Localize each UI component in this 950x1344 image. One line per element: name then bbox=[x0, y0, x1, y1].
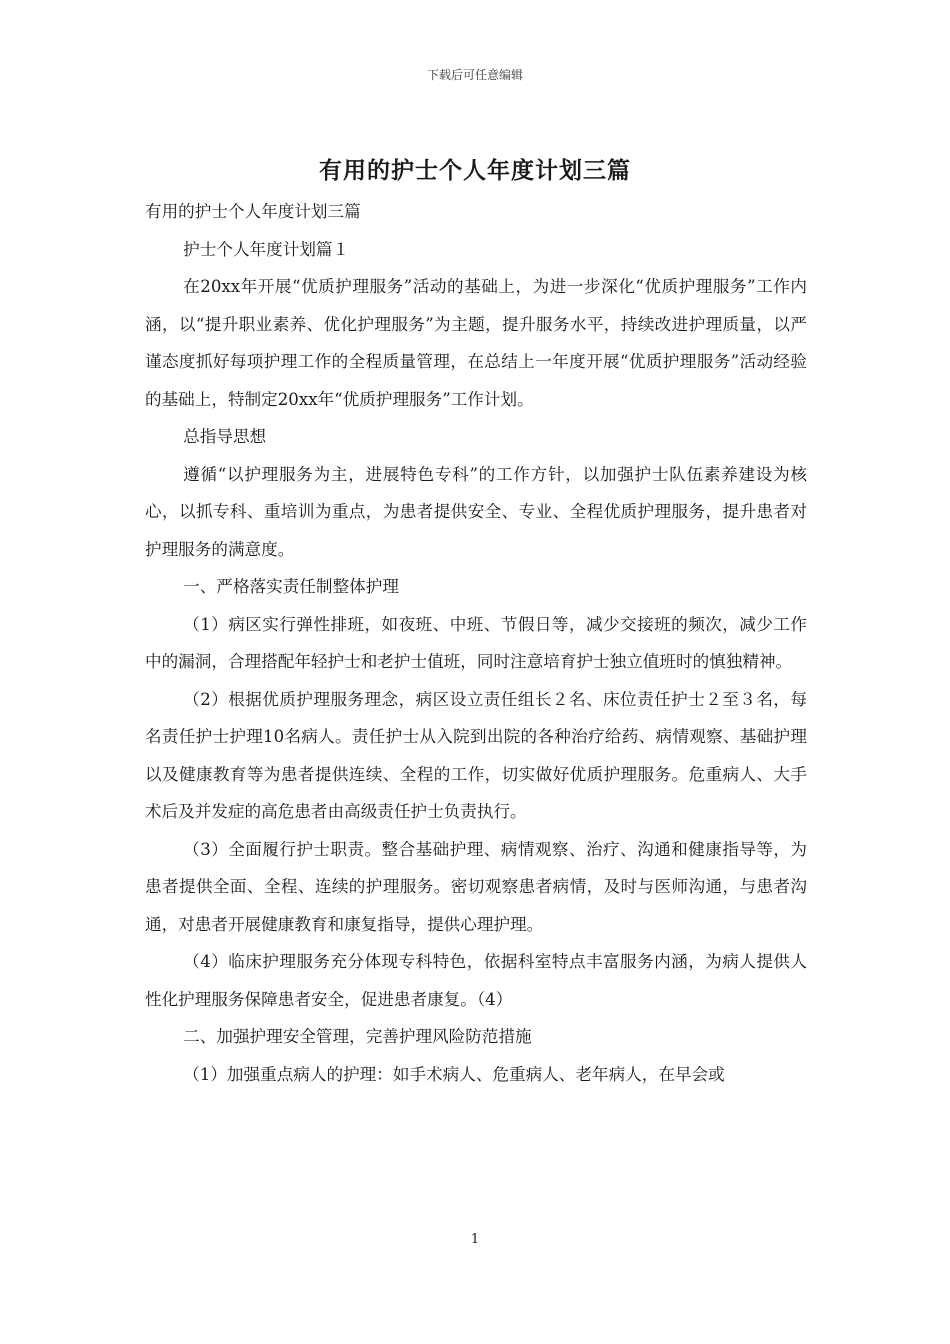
paragraph: （3）全面履行护士职责。整合基础护理、病情观察、治疗、沟通和健康指导等，为患者提供全面、全程、连续的护理服务。密切观察患者病情，及时与医师沟通，与患者沟通，对患者开展健康教育和康复指导，提供心理护理。 bbox=[145, 839, 807, 934]
paragraph: 护士个人年度计划篇１ bbox=[183, 239, 350, 259]
paragraph: 遵循“以护理服务为主，进展特色专科”的工作方针，以加强护士队伍素养建设为核心，以抓专科、重培训为重点，为患者提供安全、专业、全程优质护理服务，提升患者对护理服务的满意度。 bbox=[145, 464, 807, 559]
paragraph: 有用的护士个人年度计划三篇 bbox=[145, 202, 361, 221]
paragraph: （4）临床护理服务充分体现专科特色，依据科室特点丰富服务内涵，为病人提供人性化护理服务保障患者安全，促进患者康复。（4） bbox=[145, 952, 807, 1009]
paragraph: 一、严格落实责任制整体护理 bbox=[183, 577, 399, 596]
paragraph: 总指导思想 bbox=[183, 427, 267, 446]
paragraph: 二、加强护理安全管理，完善护理风险防范措施 bbox=[183, 1027, 532, 1046]
paragraph: （1）病区实行弹性排班，如夜班、中班、节假日等，减少交接班的频次，减少工作中的漏洞，合理搭配年轻护士和老护士值班，同时注意培育护士独立值班时的慎独精神。 bbox=[145, 614, 807, 671]
page-header: 下载后可任意编辑 bbox=[426, 68, 523, 82]
document-body bbox=[145, 193, 807, 1093]
paragraph: （1）加强重点病人的护理：如手术病人、危重病人、老年病人，在早会或 bbox=[183, 1064, 725, 1084]
document-title: 有用的护士个人年度计划三篇 bbox=[319, 158, 631, 184]
paragraph: （2）根据优质护理服务理念，病区设立责任组长２名、床位责任护士２至３名，每名责任护士护理10名病人。责任护士从入院到出院的各种治疗给药、病情观察、基础护理以及健康教育等为患者提供连续、全程的工作，切实做好优质护理服务。危重病人、大手术后及并发症的高危患者由高级责任护士负责执行。 bbox=[145, 689, 807, 821]
page-number: 1 bbox=[470, 1232, 480, 1247]
paragraph: 在20xx年开展“优质护理服务”活动的基础上，为进一步深化“优质护理服务”工作内涵，以“提升职业素养、优化护理服务”为主题，提升服务水平，持续改进护理质量，以严谨态度抓好每项护理工作的全程质量管理，在总结上一年度开展“优质护理服务”活动经验的基础上，特制定20xx年“优质护理服务”工作计划。 bbox=[145, 277, 807, 409]
